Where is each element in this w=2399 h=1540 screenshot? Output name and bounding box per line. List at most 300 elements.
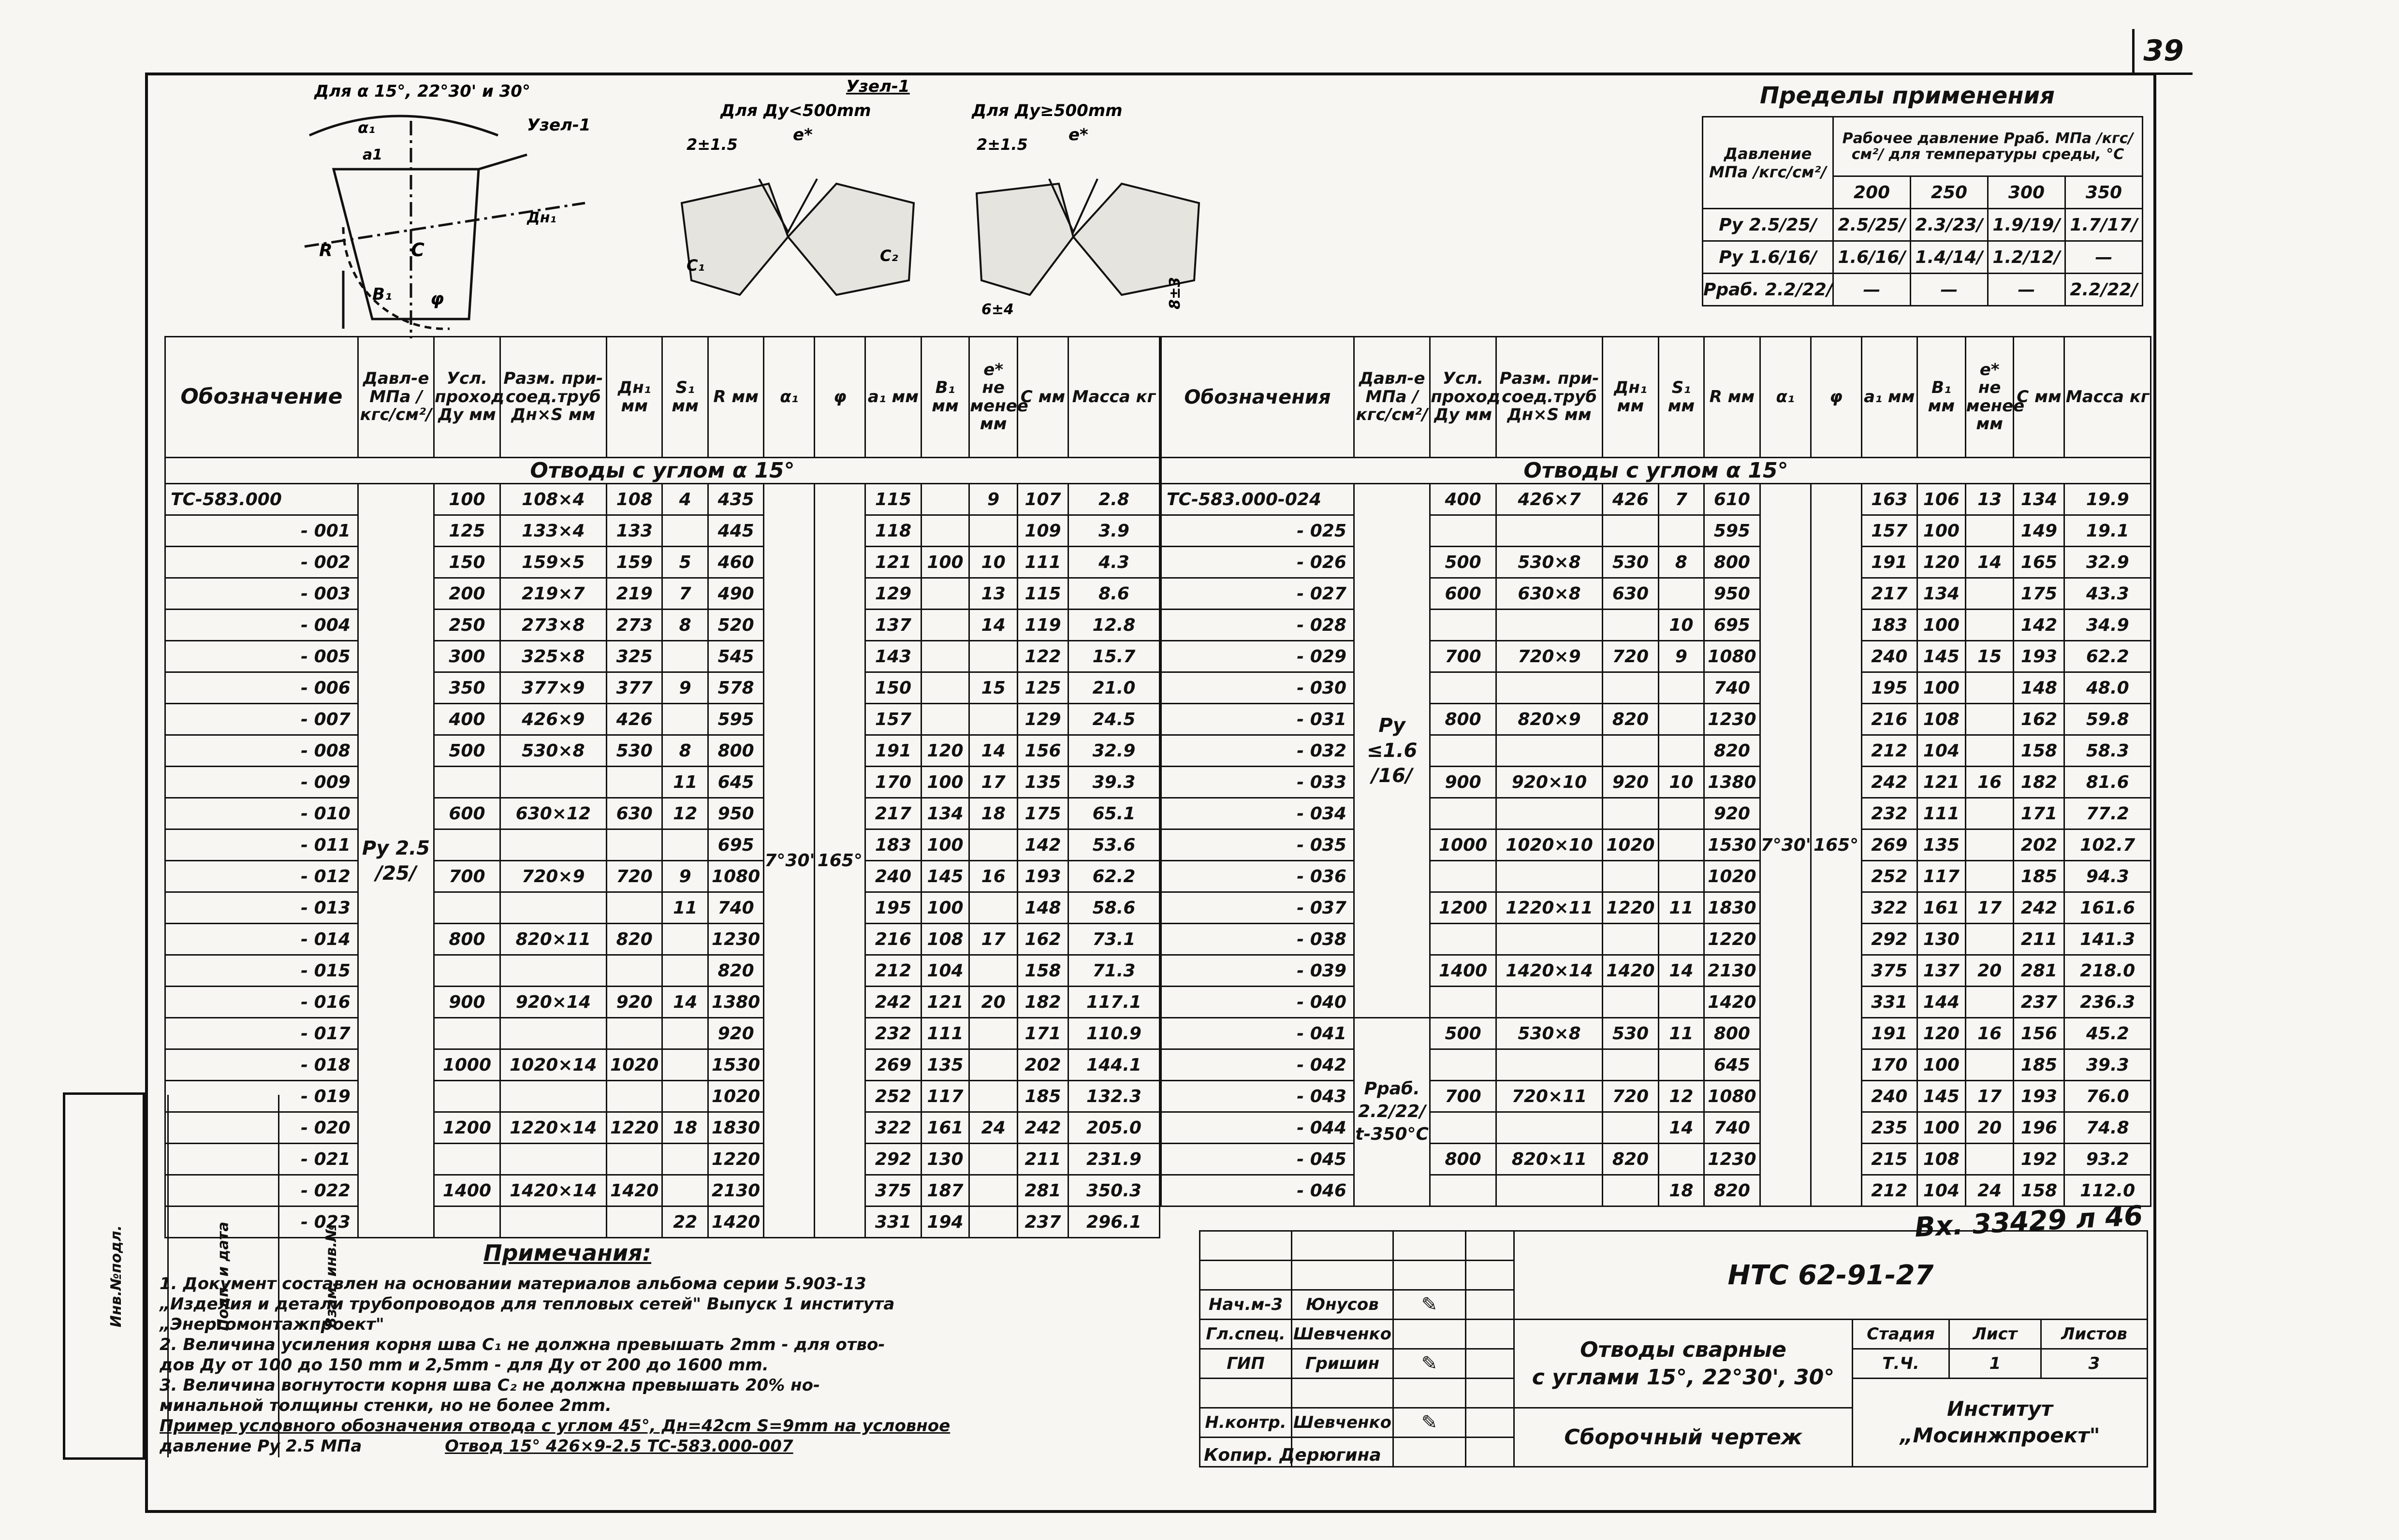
tb-sheets: 3 [2041, 1349, 2148, 1379]
cell-dn: 1020 [607, 1049, 662, 1081]
cell-c: 185 [1018, 1081, 1068, 1112]
cell-e [969, 641, 1018, 672]
cell-a: 170 [865, 767, 921, 798]
cell-s [662, 1175, 708, 1206]
cell-e: 20 [969, 987, 1018, 1018]
cell-dn [1603, 1112, 1658, 1144]
cell-r: 2130 [1704, 955, 1760, 987]
note-line: 2. Величина усиления корня шва C₁ не должна превышать 2mm - для отво- [160, 1335, 885, 1354]
cell-m: 296.1 [1068, 1206, 1159, 1238]
cell-size [500, 1081, 606, 1112]
cell-dn [607, 829, 662, 861]
cell-m: 32.9 [1068, 735, 1159, 767]
cell-m: 19.9 [2064, 484, 2151, 515]
cell-r: 610 [1704, 484, 1760, 515]
table-row [165, 1206, 1160, 1238]
cell-s: 7 [1658, 484, 1704, 515]
cell-a: 235 [1861, 1112, 1917, 1144]
cell-a: 322 [1861, 892, 1917, 924]
cell-dy: 250 [434, 610, 500, 641]
cell-dy [434, 892, 500, 924]
cell-s [1658, 987, 1704, 1018]
cell-dn: 630 [607, 798, 662, 829]
cell-m: 81.6 [2064, 767, 2151, 798]
cell-c: 158 [2014, 1175, 2064, 1206]
cell-b: 100 [921, 767, 969, 798]
table-row [1161, 1175, 2151, 1206]
col-phi: φ [1811, 337, 1861, 458]
limits-row-label: Рраб. 2.2/22/ [1703, 274, 1833, 306]
row-designation: - 041 [1161, 1018, 1354, 1049]
cell-m: 58.3 [2064, 735, 2151, 767]
cell-a: 121 [865, 547, 921, 578]
cell-dn [607, 767, 662, 798]
cell-m: 34.9 [2064, 610, 2151, 641]
cell-s [662, 704, 708, 735]
cell-e [969, 515, 1018, 547]
cell-dy: 1400 [1430, 955, 1496, 987]
col-size: Разм. при-соед.труб Дн×S мм [1496, 337, 1602, 458]
cell-c: 156 [1018, 735, 1068, 767]
cell-e [969, 1144, 1018, 1175]
cell-e: 10 [969, 547, 1018, 578]
node-caption-large: Для Ду≥500mm [972, 101, 1123, 120]
table-row [1161, 672, 2151, 704]
cell-e: 18 [969, 798, 1018, 829]
cell-e [969, 1175, 1018, 1206]
cell-m: 94.3 [2064, 861, 2151, 892]
col-mass: Масса кг [1068, 337, 1159, 458]
cell-dn [607, 955, 662, 987]
cell-size [1496, 987, 1602, 1018]
cell-size: 1420×14 [1496, 955, 1602, 987]
cell-dy [1430, 924, 1496, 955]
cell-r: 800 [1704, 547, 1760, 578]
cell-dn [1603, 672, 1658, 704]
binding-cell: Подп. и дата [169, 1095, 279, 1457]
limits-title: Пределы применения [1760, 82, 2055, 109]
cell-c: 142 [2014, 610, 2064, 641]
cell-r: 695 [1704, 610, 1760, 641]
cell-a: 195 [1861, 672, 1917, 704]
col-e: e* не менее мм [1965, 337, 2014, 458]
cell-a: 331 [1861, 987, 1917, 1018]
cell-e: 15 [969, 672, 1018, 704]
cell-c: 192 [2014, 1144, 2064, 1175]
right-table [1160, 336, 2151, 1207]
cell-a: 232 [865, 1018, 921, 1049]
cell-a: 150 [865, 672, 921, 704]
cell-b: 130 [1917, 924, 1966, 955]
col-s1: S₁ мм [662, 337, 708, 458]
svg-text:e*: e* [793, 125, 813, 145]
cell-b: 104 [921, 955, 969, 987]
cell-a: 215 [1861, 1144, 1917, 1175]
cell-a: 195 [865, 892, 921, 924]
cell-b: 100 [1917, 672, 1966, 704]
col-s1: S₁ мм [1658, 337, 1704, 458]
cell-s: 8 [662, 735, 708, 767]
cell-dn: 1020 [1603, 829, 1658, 861]
cell-r: 1230 [1704, 1144, 1760, 1175]
cell-r: 740 [1704, 672, 1760, 704]
limits-table [1702, 116, 2143, 306]
limits-row [1703, 274, 2143, 306]
cell-size [1496, 798, 1602, 829]
cell-r: 695 [708, 829, 763, 861]
cell-b: 100 [1917, 1112, 1966, 1144]
cell-e: 14 [969, 735, 1018, 767]
cell-dy: 400 [1430, 484, 1496, 515]
cell-dy: 500 [1430, 547, 1496, 578]
cell-a: 375 [865, 1175, 921, 1206]
limits-value: — [2065, 241, 2143, 274]
cell-dn [1603, 1175, 1658, 1206]
note-line: минальной толщины стенки, но не более 2mm. [160, 1396, 612, 1415]
cell-size: 325×8 [500, 641, 606, 672]
cell-b: 121 [921, 987, 969, 1018]
cell-dn: 820 [607, 924, 662, 955]
cell-dy [434, 829, 500, 861]
row-designation: - 025 [1161, 515, 1354, 547]
cell-s [1658, 735, 1704, 767]
cell-s [662, 1081, 708, 1112]
cell-c: 182 [1018, 987, 1068, 1018]
cell-b [921, 704, 969, 735]
cell-size: 530×8 [1496, 547, 1602, 578]
cell-dn: 325 [607, 641, 662, 672]
cell-c: 185 [2014, 1049, 2064, 1081]
cell-c: 119 [1018, 610, 1068, 641]
row-designation: - 002 [165, 547, 358, 578]
cell-c: 171 [1018, 1018, 1068, 1049]
cell-c: 281 [1018, 1175, 1068, 1206]
col-designation: Обозначения [1161, 337, 1354, 458]
cell-b: 144 [1917, 987, 1966, 1018]
col-r: R мм [1704, 337, 1760, 458]
cell-s: 14 [662, 987, 708, 1018]
cell-s [1658, 515, 1704, 547]
table-row [165, 484, 1160, 515]
cell-c: 202 [2014, 829, 2064, 861]
elbow-sketch [160, 77, 1223, 338]
table-row [1161, 987, 2151, 1018]
limits-value: 2.3/23/ [1911, 209, 1988, 241]
row-designation: - 036 [1161, 861, 1354, 892]
table-row [165, 704, 1160, 735]
cell-dy: 800 [434, 924, 500, 955]
cell-size: 920×10 [1496, 767, 1602, 798]
cell-dn: 720 [1603, 1081, 1658, 1112]
cell-e [969, 829, 1018, 861]
cell-s: 9 [662, 672, 708, 704]
cell-size: 720×9 [500, 861, 606, 892]
cell-r: 1380 [1704, 767, 1760, 798]
tb-role: Гл.спец. [1200, 1320, 1292, 1349]
cell-dn [1603, 924, 1658, 955]
cell-e [1965, 924, 2014, 955]
row-designation: - 046 [1161, 1175, 1354, 1206]
col-e: e* не менее мм [969, 337, 1018, 458]
row-designation: - 014 [165, 924, 358, 955]
cell-m: 59.8 [2064, 704, 2151, 735]
tb-sheets-header: Листов [2041, 1320, 2148, 1349]
cell-b: 121 [1917, 767, 1966, 798]
cell-b: 117 [921, 1081, 969, 1112]
cell-b: 117 [1917, 861, 1966, 892]
col-c: C мм [2014, 337, 2064, 458]
cell-e: 13 [1965, 484, 2014, 515]
cell-s: 11 [662, 767, 708, 798]
svg-text:C₁: C₁ [687, 256, 705, 275]
limits-value: 2.2/22/ [2065, 274, 2143, 306]
cell-dy [1430, 672, 1496, 704]
row-designation: - 035 [1161, 829, 1354, 861]
cell-size [500, 767, 606, 798]
table-row [1161, 1081, 2151, 1112]
table-row [1161, 547, 2151, 578]
note-line: „Энергомонтажпроект" [160, 1315, 384, 1334]
cell-r: 1830 [1704, 892, 1760, 924]
tb-sheet-header: Лист [1949, 1320, 2041, 1349]
cell-size: 426×9 [500, 704, 606, 735]
table-row [1161, 578, 2151, 610]
table-row [165, 829, 1160, 861]
notes-block [160, 1274, 1185, 1456]
note-line: Пример условного обозначения отвода с углом 45°, Дн=42cm S=9mm на условное [160, 1416, 951, 1436]
cell-size [500, 829, 606, 861]
cell-dy: 1200 [434, 1112, 500, 1144]
cell-a: 331 [865, 1206, 921, 1238]
cell-c: 242 [2014, 892, 2064, 924]
cell-dn: 108 [607, 484, 662, 515]
cell-c: 175 [1018, 798, 1068, 829]
cell-dy: 1000 [1430, 829, 1496, 861]
cell-b [921, 641, 969, 672]
table-row [1161, 767, 2151, 798]
cell-size [500, 1144, 606, 1175]
table-row [165, 672, 1160, 704]
cell-c: 107 [1018, 484, 1068, 515]
cell-dy: 1400 [434, 1175, 500, 1206]
cell-e: 17 [969, 924, 1018, 955]
cell-a: 143 [865, 641, 921, 672]
cell-dy: 800 [1430, 1144, 1496, 1175]
cell-a: 157 [1861, 515, 1917, 547]
cell-b: 194 [921, 1206, 969, 1238]
cell-b: 111 [921, 1018, 969, 1049]
cell-m: 2.8 [1068, 484, 1159, 515]
svg-text:C: C [411, 239, 424, 261]
cell-m: 132.3 [1068, 1081, 1159, 1112]
cell-m: 19.1 [2064, 515, 2151, 547]
cell-e [1965, 515, 2014, 547]
svg-text:2±1.5: 2±1.5 [977, 135, 1028, 154]
cell-dn [607, 1081, 662, 1112]
row-designation: - 028 [1161, 610, 1354, 641]
cell-dy: 1000 [434, 1049, 500, 1081]
cell-dn: 426 [1603, 484, 1658, 515]
cell-c: 129 [1018, 704, 1068, 735]
cell-m: 112.0 [2064, 1175, 2151, 1206]
cell-r: 490 [708, 578, 763, 610]
cell-e: 17 [969, 767, 1018, 798]
table-row [1161, 861, 2151, 892]
cell-size: 377×9 [500, 672, 606, 704]
tb-role: Н.контр. [1200, 1408, 1292, 1438]
limits-pressure-header: Давление МПа /кгс/см²/ [1703, 117, 1833, 209]
cell-m: 39.3 [1068, 767, 1159, 798]
cell-a: 212 [1861, 1175, 1917, 1206]
cell-size [1496, 672, 1602, 704]
node-caption-small: Для Ду<500mm [720, 101, 871, 120]
cell-s [1658, 924, 1704, 955]
cell-r: 820 [708, 955, 763, 987]
cell-c: 142 [1018, 829, 1068, 861]
cell-size: 630×12 [500, 798, 606, 829]
cell-a: 269 [865, 1049, 921, 1081]
cell-b: 100 [1917, 1049, 1966, 1081]
col-pressure: Давл-е МПа /кгс/см²/ [1354, 337, 1430, 458]
cell-e: 14 [969, 610, 1018, 641]
cell-b: 161 [1917, 892, 1966, 924]
cell-s: 5 [662, 547, 708, 578]
row-designation: - 031 [1161, 704, 1354, 735]
cell-e [1965, 735, 2014, 767]
table-row [1161, 641, 2151, 672]
row-designation: - 021 [165, 1144, 358, 1175]
cell-dy: 125 [434, 515, 500, 547]
cell-size: 426×7 [1496, 484, 1602, 515]
row-designation: - 003 [165, 578, 358, 610]
cell-m: 77.2 [2064, 798, 2151, 829]
cell-size: 108×4 [500, 484, 606, 515]
table-row [1161, 1112, 2151, 1144]
cell-s: 22 [662, 1206, 708, 1238]
cell-b [921, 610, 969, 641]
cell-a: 240 [865, 861, 921, 892]
weld-node-small [682, 184, 788, 295]
cell-r: 578 [708, 672, 763, 704]
cell-m: 8.6 [1068, 578, 1159, 610]
cell-e: 16 [969, 861, 1018, 892]
cell-a: 183 [865, 829, 921, 861]
col-b1: B₁ мм [1917, 337, 1966, 458]
table-row [1161, 704, 2151, 735]
cell-s: 14 [1658, 1112, 1704, 1144]
cell-r: 645 [1704, 1049, 1760, 1081]
cell-e [969, 1081, 1018, 1112]
limits-value: — [1911, 274, 1988, 306]
limits-work-header: Рабочее давление Рраб. МПа /кгс/см²/ для температуры среды, °С [1833, 117, 2143, 176]
cell-e: 13 [969, 578, 1018, 610]
cell-e [1965, 610, 2014, 641]
cell-a: 157 [865, 704, 921, 735]
cell-b [921, 484, 969, 515]
cell-s [662, 1018, 708, 1049]
cell-s [662, 924, 708, 955]
table-row [165, 547, 1160, 578]
cell-s: 7 [662, 578, 708, 610]
cell-c: 171 [2014, 798, 2064, 829]
notes-title: Примечания: [483, 1240, 652, 1266]
cell-c: 193 [1018, 861, 1068, 892]
cell-b: 100 [1917, 515, 1966, 547]
cell-size [500, 892, 606, 924]
cell-dy [434, 767, 500, 798]
cell-e [1965, 578, 2014, 610]
alpha-cell: 7°30' [764, 484, 815, 1238]
cell-c: 162 [2014, 704, 2064, 735]
cell-c: 158 [1018, 955, 1068, 987]
cell-r: 740 [708, 892, 763, 924]
cell-m: 39.3 [2064, 1049, 2151, 1081]
cell-b: 145 [1917, 641, 1966, 672]
cell-c: 202 [1018, 1049, 1068, 1081]
cell-b [921, 578, 969, 610]
cell-m: 74.8 [2064, 1112, 2151, 1144]
cell-e: 16 [1965, 767, 2014, 798]
cell-m: 144.1 [1068, 1049, 1159, 1081]
row-designation: - 023 [165, 1206, 358, 1238]
row-designation: - 032 [1161, 735, 1354, 767]
cell-s [1658, 861, 1704, 892]
note-line: 1. Документ составлен на основании материалов альбома серии 5.903-13 [160, 1274, 866, 1293]
cell-b: 104 [1917, 735, 1966, 767]
table-row [1161, 924, 2151, 955]
cell-m: 161.6 [2064, 892, 2151, 924]
note-line: 3. Величина вогнутости корня шва C₂ не должна превышать 20% но- [160, 1376, 820, 1395]
inventory-stamp: Вх. 33429 л 46 [1914, 1200, 2144, 1244]
copier: Копир. Дерюгина [1204, 1445, 1381, 1465]
cell-size: 159×5 [500, 547, 606, 578]
cell-a: 240 [1861, 1081, 1917, 1112]
cell-s: 12 [662, 798, 708, 829]
cell-m: 141.3 [2064, 924, 2151, 955]
row-designation: - 030 [1161, 672, 1354, 704]
cell-e [1965, 672, 2014, 704]
limits-row [1703, 209, 2143, 241]
cell-c: 242 [1018, 1112, 1068, 1144]
row-designation: - 012 [165, 861, 358, 892]
cell-dn: 1420 [607, 1175, 662, 1206]
cell-a: 252 [1861, 861, 1917, 892]
col-a1: a₁ мм [865, 337, 921, 458]
cell-dy: 150 [434, 547, 500, 578]
cell-s: 9 [662, 861, 708, 892]
table-row [165, 735, 1160, 767]
table-row [165, 641, 1160, 672]
cell-dn: 720 [607, 861, 662, 892]
phi-cell: 165° [815, 484, 865, 1238]
svg-text:α₁: α₁ [358, 118, 375, 137]
cell-c: 158 [2014, 735, 2064, 767]
cell-dn: 530 [1603, 1018, 1658, 1049]
limits-row-label: Ру 1.6/16/ [1703, 241, 1833, 274]
cell-size [1496, 1112, 1602, 1144]
svg-text:R: R [319, 241, 333, 261]
col-b1: B₁ мм [921, 337, 969, 458]
tb-signature: ✎ [1393, 1290, 1466, 1320]
phi-cell: 165° [1811, 484, 1861, 1206]
row-designation: - 044 [1161, 1112, 1354, 1144]
cell-s: 11 [1658, 892, 1704, 924]
cell-dn [607, 1018, 662, 1049]
cell-a: 217 [1861, 578, 1917, 610]
cell-dy [434, 1144, 500, 1175]
cell-s [1658, 1049, 1704, 1081]
row-designation: - 009 [165, 767, 358, 798]
